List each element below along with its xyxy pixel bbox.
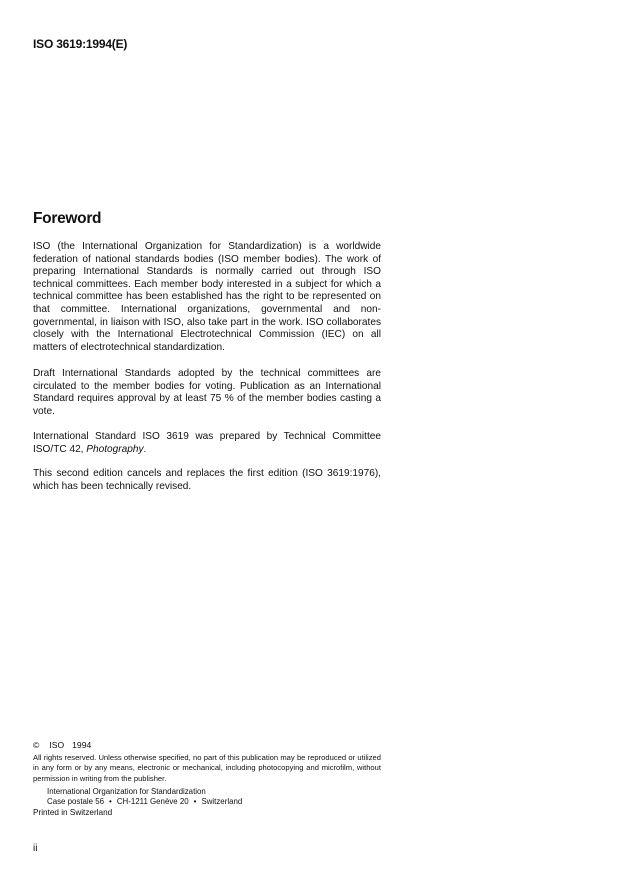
foreword-heading: Foreword [33, 210, 102, 227]
paragraph-3-end: . [143, 443, 147, 455]
copyright-org: ISO [49, 740, 65, 750]
copyright-year: 1994 [72, 740, 92, 750]
foreword-paragraph-3 [33, 431, 381, 456]
foreword-paragraph-4: This second edition cancels and replaces the first edition (ISO 3619:1976), which has been technically revised. [33, 468, 381, 492]
paragraph-3-text: International Standard ISO 3619 was prepared by Technical Committee ISO/TC 42, [33, 431, 381, 455]
bullet-icon: • [193, 796, 197, 806]
postal-country: Switzerland [201, 796, 243, 806]
postal-city: CH-1211 Genève 20 [116, 796, 189, 806]
postal-box: Case postale 56 [47, 796, 105, 806]
committee-title: Photography [86, 443, 144, 455]
copyright-icon: © [33, 740, 40, 750]
rights-notice: All rights reserved. Unless otherwise specified, no part of this publication may be reproduced or utilized in any form or by any means, electronic or mechanical, including photocopying and microfilm, without permission in writing from the publisher. [33, 753, 381, 783]
publisher-name: International Organization for Standardization [47, 787, 206, 796]
publisher-postal [47, 797, 242, 807]
foreword-paragraph-2: Draft International Standards adopted by the technical committees are circulated to the member bodies for voting. Publication as an International Standard requires approval by at least 75 % of the member bodies casting a vote. [33, 368, 381, 417]
foreword-paragraph-1: ISO (the International Organization for Standardization) is a worldwide federation of national standards bodies (ISO member bodies). The work of preparing International Standards is normally carried out through ISO technical committees. Each member body interested in a subject for which a technical committee has been established has the right to be represented on that committee. International organizations, governmental and non-governmental, in liaison with ISO, also take part in the work. ISO collaborates closely with the International Electrotechnical Commission (IEC) on all matters of electrotechnical standardization. [33, 241, 381, 353]
copyright-line [33, 740, 91, 750]
publisher-address [47, 787, 242, 806]
printed-in: Printed in Switzerland [33, 808, 113, 817]
bullet-icon: • [109, 796, 112, 806]
document-id: ISO 3619:1994(E) [33, 37, 128, 51]
page-number: ii [33, 843, 38, 854]
